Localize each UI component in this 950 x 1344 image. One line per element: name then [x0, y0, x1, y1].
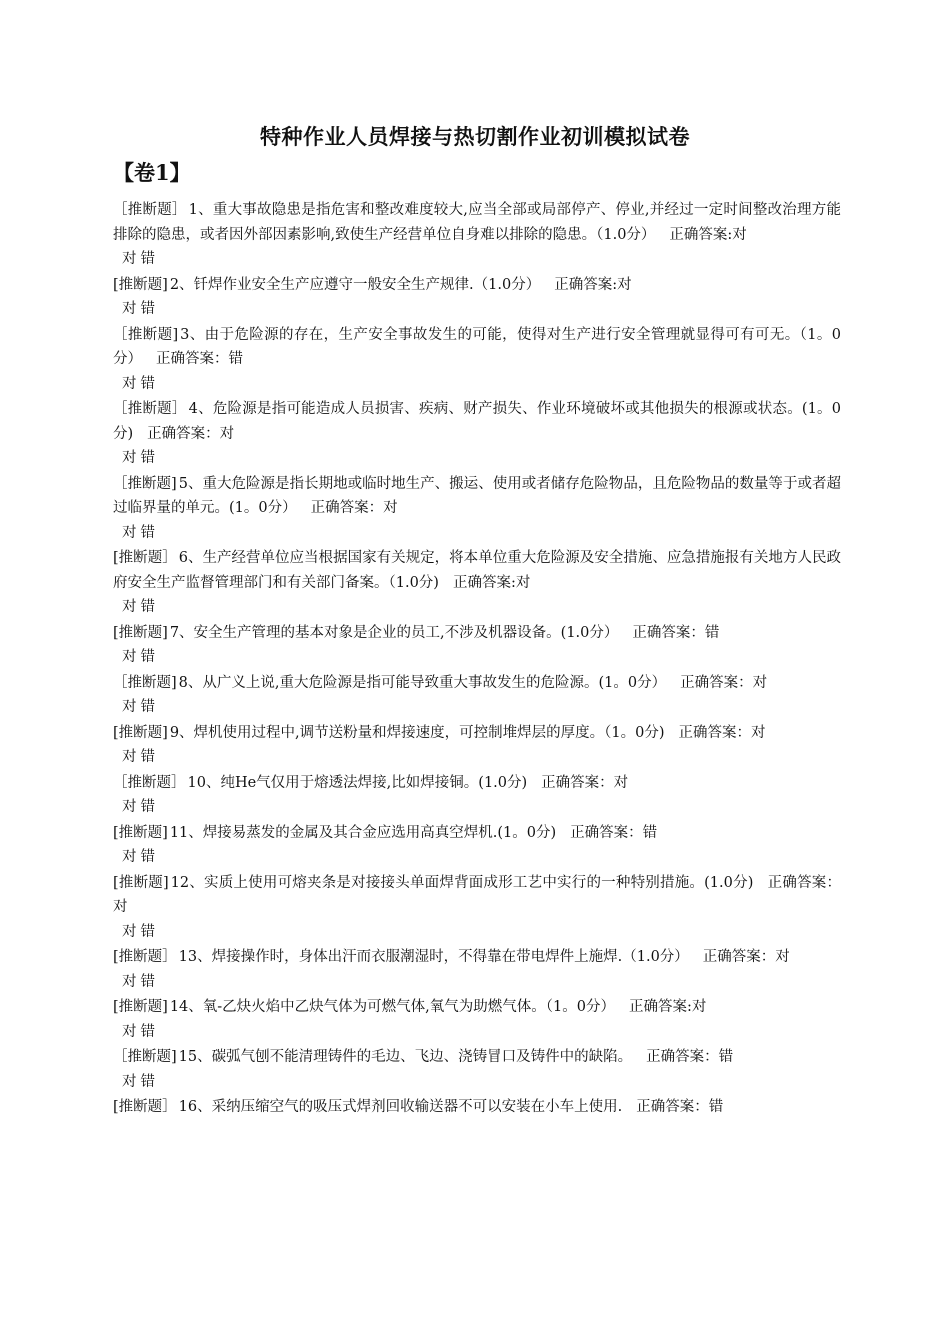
answer-choices [113, 845, 841, 871]
question-text [113, 621, 841, 646]
question-item [113, 472, 841, 547]
question-text [113, 771, 841, 796]
correct-answer: 正确答案:对 [452, 574, 531, 591]
question-item [113, 273, 841, 323]
choice-false: 错 [140, 649, 155, 665]
answer-choices [113, 645, 841, 671]
choice-true: 对 [122, 524, 137, 541]
question-item [113, 671, 841, 721]
question-item [113, 821, 841, 871]
question-item [113, 1045, 841, 1095]
section-title: 【卷1】 [113, 160, 191, 185]
answer-choices [113, 297, 841, 323]
answer-choices [113, 745, 841, 771]
question-item [113, 995, 841, 1045]
answer-choices [113, 372, 841, 398]
question-type-tag: ［推断题] [113, 475, 177, 492]
answer-choices [113, 1020, 841, 1046]
question-item [113, 198, 841, 273]
question-body: 13、焊接操作时，身体出汗而衣服潮湿时，不得靠在带电焊件上施焊.（1.0分） [178, 949, 689, 965]
question-text [113, 1045, 841, 1070]
question-text [113, 273, 841, 298]
correct-answer: 正确答案:对 [629, 999, 707, 1015]
question-item [113, 771, 841, 821]
answer-choices [113, 695, 841, 721]
question-list [113, 198, 841, 1120]
question-type-tag: ［推断题] [113, 674, 177, 691]
question-body: 15、碳弧气刨不能清理铸件的毛边、飞边、浇铸冒口及铸件中的缺陷。 [178, 1049, 633, 1065]
question-body: 16、采纳压缩空气的吸压式焊剂回收输送器不可以安装在小车上使用. [178, 1099, 623, 1115]
question-item [113, 871, 841, 946]
question-text [113, 671, 841, 696]
question-text [113, 995, 841, 1020]
correct-answer: 正确答案：对 [680, 674, 768, 691]
choice-true: 对 [122, 923, 137, 940]
question-text [113, 397, 841, 446]
choice-true: 对 [122, 599, 137, 615]
question-type-tag: [推断题] [113, 874, 169, 891]
correct-answer: 正确答案：对 [147, 425, 235, 442]
answer-choices [113, 1070, 841, 1096]
question-body: 7、安全生产管理的基本对象是企业的员工,不涉及机器设备。(1.0分） [169, 624, 619, 641]
choice-false: 错 [140, 973, 155, 990]
question-body: 10、纯He气仅用于熔透法焊接,比如焊接铜。(1.0分) [187, 774, 528, 791]
correct-answer: 正确答案：对 [702, 949, 790, 965]
answer-choices [113, 970, 841, 996]
question-item [113, 621, 841, 671]
question-body: 4、危险源是指可能造成人员损害、疾病、财产损失、作业环境破坏或其他损失的根源或状态。(1。0分) [113, 401, 841, 442]
choice-true: 对 [122, 450, 137, 466]
question-text [113, 472, 841, 521]
question-text [113, 721, 841, 746]
correct-answer: 正确答案:对 [554, 276, 632, 293]
choice-false: 错 [140, 799, 155, 815]
choice-true: 对 [122, 1023, 137, 1040]
choice-false: 错 [140, 251, 155, 267]
question-body: 3、由于危险源的存在，生产安全事故发生的可能，使得对生产进行安全管理就显得可有可无。（1。0分） [113, 326, 841, 367]
choice-true: 对 [122, 251, 137, 267]
document-title: 特种作业人员焊接与热切割作业初训模拟试卷 [260, 124, 690, 149]
choice-true: 对 [122, 1073, 137, 1090]
correct-answer: 正确答案：对 [113, 874, 841, 915]
question-type-tag: [推断题］ [113, 949, 177, 965]
choice-false: 错 [140, 923, 155, 940]
answer-choices [113, 521, 841, 547]
choice-false: 错 [140, 524, 155, 541]
answer-choices [113, 795, 841, 821]
correct-answer: 正确答案:对 [669, 226, 747, 243]
choice-false: 错 [140, 450, 155, 466]
question-body: 8、从广义上说,重大危险源是指可能导致重大事故发生的危险源。(1。0分） [178, 674, 667, 691]
question-type-tag: ［推断题］ [113, 774, 186, 791]
question-type-tag: ［推断题］ [113, 401, 187, 417]
correct-answer: 正确答案：错 [632, 624, 720, 641]
question-body: 11、焊接易蒸发的金属及其合金应选用高真空焊机.(1。0分) [169, 824, 557, 841]
question-body: 12、实质上使用可熔夹条是对接接头单面焊背面成形工艺中实行的一种特别措施。(1.0分) [170, 874, 754, 891]
choice-true: 对 [122, 699, 137, 715]
question-type-tag: [推断题] [113, 624, 168, 641]
correct-answer: 正确答案：对 [678, 724, 766, 741]
question-item [113, 546, 841, 621]
question-body: 1、重大事故隐患是指危害和整改难度较大,应当全部或局部停产、停业,并经过一定时间整改治理方能排除的隐患，或者因外部因素影响,致使生产经营单位自身难以排除的隐患。（1.0分） [113, 202, 841, 243]
question-text [113, 871, 841, 920]
choice-true: 对 [122, 849, 137, 865]
question-item [113, 397, 841, 472]
choice-true: 对 [122, 301, 137, 317]
question-text [113, 546, 841, 595]
choice-false: 错 [140, 699, 155, 715]
question-type-tag: ［推断题] [113, 326, 179, 343]
correct-answer: 正确答案：对 [541, 774, 629, 791]
question-text [113, 198, 841, 247]
question-type-tag: [推断题] [113, 999, 168, 1015]
question-body: 14、氧-乙炔火焰中乙炔气体为可燃气体,氧气为助燃气体。（1。0分） [169, 999, 615, 1015]
question-body: 2、钎焊作业安全生产应遵守一般安全生产规律.（1.0分） [169, 276, 541, 293]
answer-choices [113, 247, 841, 273]
choice-true: 对 [122, 749, 137, 765]
choice-false: 错 [140, 749, 155, 765]
choice-false: 错 [140, 849, 155, 865]
choice-false: 错 [140, 301, 155, 317]
answer-choices [113, 920, 841, 946]
question-item [113, 323, 841, 398]
choice-false: 错 [140, 1023, 155, 1040]
correct-answer: 正确答案：对 [310, 500, 398, 516]
choice-true: 对 [122, 973, 137, 990]
question-text [113, 1095, 841, 1120]
question-type-tag: ［推断题] [113, 1049, 177, 1065]
question-type-tag: [推断题］ [113, 1099, 177, 1115]
answer-choices [113, 595, 841, 621]
correct-answer: 正确答案：错 [156, 351, 243, 367]
correct-answer: 正确答案：错 [646, 1049, 734, 1065]
question-item [113, 721, 841, 771]
question-text [113, 323, 841, 372]
question-type-tag: [推断题] [113, 276, 168, 293]
question-body: 9、焊机使用过程中,调节送粉量和焊接速度，可控制堆焊层的厚度。（1。0分) [169, 724, 665, 741]
question-text [113, 821, 841, 846]
correct-answer: 正确答案：错 [636, 1099, 724, 1115]
choice-true: 对 [122, 799, 137, 815]
question-body: 6、生产经营单位应当根据国家有关规定，将本单位重大危险源及安全措施、应急措施报有关地方人民政府安全生产监督管理部门和有关部门备案。（1.0分) [113, 550, 841, 591]
question-item [113, 1095, 841, 1120]
choice-false: 错 [140, 1073, 155, 1090]
choice-true: 对 [122, 649, 137, 665]
answer-choices [113, 446, 841, 472]
question-item [113, 945, 841, 995]
question-type-tag: [推断题] [113, 724, 168, 741]
question-type-tag: [推断题] [113, 824, 168, 841]
choice-false: 错 [140, 599, 155, 615]
choice-true: 对 [122, 375, 137, 392]
question-text [113, 945, 841, 970]
question-type-tag: [推断题］ [113, 550, 177, 566]
correct-answer: 正确答案：错 [570, 824, 658, 841]
question-body: 5、重大危险源是指长期地或临时地生产、搬运、使用或者储存危险物品，且危险物品的数量等于或者超过临界量的单元。(1。0分） [113, 475, 841, 516]
choice-false: 错 [140, 375, 155, 392]
question-type-tag: ［推断题］ [113, 202, 187, 218]
